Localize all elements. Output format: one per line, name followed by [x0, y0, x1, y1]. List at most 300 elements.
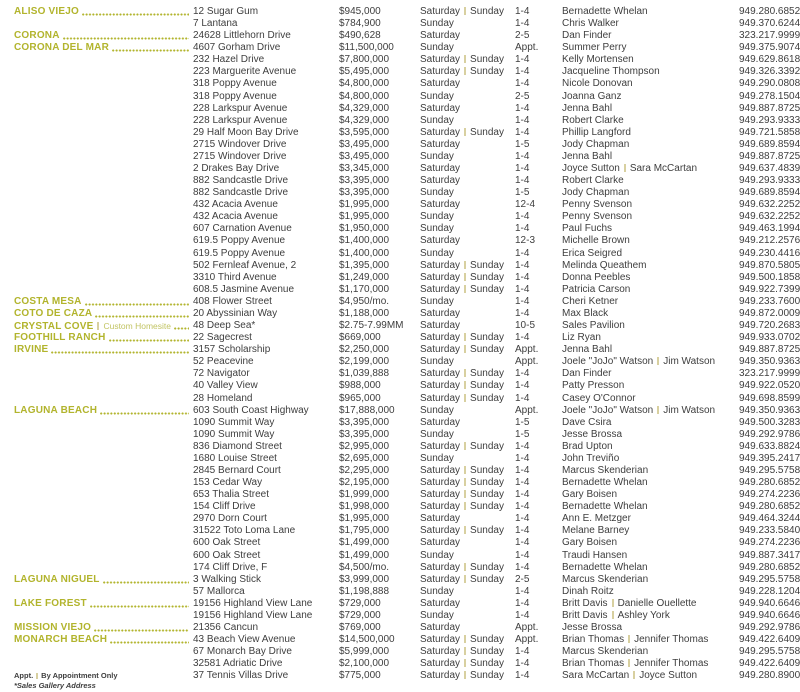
city-cell [0, 320, 193, 332]
address-cell: 153 Cedar Way [193, 477, 263, 489]
city-cell [0, 477, 193, 489]
city-cell [0, 525, 193, 537]
day-label: Saturday [420, 537, 461, 549]
price-cell: $7,800,000 [339, 54, 390, 66]
city-cell [0, 163, 193, 175]
day-label: Saturday [420, 235, 461, 247]
price-cell: $1,198,888 [339, 585, 390, 597]
listing-row [0, 393, 800, 405]
agent-name: Ann E. Metzger [562, 513, 631, 525]
listing-row [0, 139, 800, 151]
address-cell: 1680 Louise Street [193, 452, 277, 464]
agent-name: Patricia Carson [562, 283, 631, 295]
day-label: Saturday [420, 332, 461, 344]
open-hours-cell: 1-4 [515, 513, 530, 525]
price-cell: $1,950,000 [339, 223, 390, 235]
day-label: Saturday [420, 501, 461, 513]
phone-cell: 949.228.1204 [739, 585, 800, 597]
pipe-separator [464, 55, 466, 63]
address-cell: 432 Acacia Avenue [193, 199, 278, 211]
dotted-leader [174, 327, 189, 330]
pipe-separator [628, 659, 630, 667]
price-cell: $2,250,000 [339, 344, 390, 356]
address-cell: 836 Diamond Street [193, 440, 282, 452]
day-label: Sunday [470, 440, 504, 452]
listing-row [0, 320, 800, 332]
open-days-cell [420, 332, 515, 344]
city-label: FOOTHILL RANCH [14, 332, 106, 344]
open-hours-cell: 10-5 [515, 320, 536, 332]
phone-cell: 949.922.0520 [739, 380, 800, 392]
city-cell [0, 658, 193, 670]
day-label: Sunday [420, 609, 454, 621]
phone-cell: 949.233.7600 [739, 295, 800, 307]
agent-name: Jody Chapman [562, 138, 630, 150]
address-cell: 2715 Windover Drive [193, 138, 287, 150]
agents-cell [562, 477, 739, 489]
address-cell: 1090 Summit Way [193, 416, 275, 428]
city-cell [0, 248, 193, 260]
day-label: Sunday [470, 501, 504, 513]
price-cell: $14,500,000 [339, 634, 395, 646]
day-label: Sunday [420, 90, 454, 102]
open-days-cell [420, 296, 515, 308]
phone-cell: 949.637.4839 [739, 163, 800, 175]
day-label: Sunday [420, 404, 454, 416]
day-label: Saturday [420, 621, 461, 633]
agent-name: Kelly Mortensen [562, 54, 634, 66]
agents-cell [562, 223, 739, 235]
open-hours-cell: 1-4 [515, 271, 530, 283]
listing-row [0, 235, 800, 247]
address-cell: 619.5 Poppy Avenue [193, 235, 286, 247]
address-cell: 19156 Highland View Lane [193, 597, 313, 609]
open-days-cell [420, 574, 515, 586]
agent-name: Nicole Donovan [562, 78, 633, 90]
price-cell: $3,395,000 [339, 187, 390, 199]
open-hours-cell: 1-4 [515, 126, 530, 138]
address-cell: 600 Oak Street [193, 537, 261, 549]
listing-row [0, 489, 800, 501]
city-cell [0, 260, 193, 272]
phone-cell: 323.217.9999 [739, 30, 800, 42]
agents-cell [562, 380, 739, 392]
phone-cell: 949.293.9333 [739, 114, 800, 126]
open-hours-cell: 1-4 [515, 6, 530, 17]
open-days-cell [420, 42, 515, 54]
address-cell: 3310 Third Avenue [193, 271, 277, 283]
pipe-separator [464, 67, 466, 75]
address-cell: 2970 Dorn Court [193, 513, 267, 525]
open-hours-cell: Appt. [515, 42, 539, 54]
listing-row [0, 537, 800, 549]
agent-name: Britt Davis [562, 597, 608, 609]
agents-cell [562, 417, 739, 429]
agent-name: Penny Svenson [562, 211, 633, 223]
phone-cell: 949.280.8900 [739, 670, 800, 682]
agent-name: Jesse Brossa [562, 428, 623, 440]
dotted-leader [103, 581, 189, 584]
city-cell [0, 453, 193, 465]
open-hours-cell: Appt. [515, 356, 539, 368]
agent-name: Joele "JoJo" Watson [562, 356, 654, 368]
phone-cell: 949.212.2576 [739, 235, 800, 247]
agents-cell [562, 574, 739, 586]
address-cell: 223 Marguerite Avenue [193, 66, 297, 78]
city-cell [0, 610, 193, 622]
city-label: MISSION VIEJO [14, 621, 92, 633]
day-label: Sunday [470, 271, 504, 283]
city-cell [0, 441, 193, 453]
listing-row [0, 513, 800, 525]
phone-cell: 949.295.5758 [739, 464, 800, 476]
open-hours-cell: 1-4 [515, 295, 530, 307]
day-label: Sunday [420, 18, 454, 30]
city-cell [0, 6, 193, 18]
agent-name: Bernadette Whelan [562, 6, 648, 17]
price-cell: $490,628 [339, 30, 381, 42]
pipe-separator [633, 671, 635, 679]
listing-row [0, 199, 800, 211]
address-cell: 19156 Highland View Lane [193, 609, 313, 621]
listing-row [0, 634, 800, 646]
city-cell [0, 634, 193, 646]
address-cell: 37 Tennis Villas Drive [193, 670, 289, 682]
day-label: Saturday [420, 283, 461, 295]
phone-cell: 949.280.6852 [739, 477, 800, 489]
listing-row [0, 163, 800, 175]
open-hours-cell: 1-4 [515, 223, 530, 235]
agents-cell [562, 525, 739, 537]
agents-cell [562, 634, 739, 646]
agent-name: Dan Finder [562, 30, 612, 42]
listing-row [0, 103, 800, 115]
listing-row [0, 622, 800, 634]
open-hours-cell: 1-4 [515, 332, 530, 344]
day-label: Sunday [420, 549, 454, 561]
pipe-separator [624, 164, 626, 172]
address-cell: 228 Larkspur Avenue [193, 102, 288, 114]
open-days-cell [420, 175, 515, 187]
agents-cell [562, 127, 739, 139]
pipe-separator [464, 490, 466, 498]
day-label: Sunday [470, 368, 504, 380]
day-label: Sunday [470, 344, 504, 356]
city-cell [0, 429, 193, 441]
price-cell: $2,195,000 [339, 477, 390, 489]
address-cell: 882 Sandcastle Drive [193, 175, 289, 187]
day-label: Sunday [470, 126, 504, 138]
price-cell: $4,950/mo. [339, 295, 390, 307]
agents-cell [562, 368, 739, 380]
address-cell: 3157 Scholarship [193, 344, 271, 356]
agents-cell [562, 308, 739, 320]
footnote-sales-gallery: *Sales Gallery Address [14, 680, 96, 690]
agents-cell [562, 103, 739, 115]
agents-cell [562, 42, 739, 54]
address-cell: 882 Sandcastle Drive [193, 187, 289, 199]
open-days-cell [420, 441, 515, 453]
day-label: Saturday [420, 54, 461, 66]
open-hours-cell: 1-5 [515, 416, 530, 428]
agents-cell [562, 562, 739, 574]
open-hours-cell: 2-5 [515, 90, 530, 102]
agent-name: Britt Davis [562, 609, 608, 621]
open-hours-cell: 1-5 [515, 187, 530, 199]
phone-cell: 949.370.6244 [739, 18, 800, 30]
price-cell: $2.75-7.99MM [339, 320, 404, 332]
address-cell: 43 Beach View Avenue [193, 634, 296, 646]
city-cell [0, 574, 193, 586]
listing-row [0, 586, 800, 598]
agent-name: Max Black [562, 307, 609, 319]
pipe-separator [464, 128, 466, 136]
day-label: Sunday [470, 6, 504, 17]
listing-row [0, 574, 800, 586]
open-days-cell [420, 610, 515, 622]
day-label: Sunday [470, 54, 504, 66]
city-cell [0, 513, 193, 525]
open-days-cell [420, 380, 515, 392]
phone-cell: 949.395.2417 [739, 452, 800, 464]
agent-name: Bernadette Whelan [562, 561, 648, 573]
city-cell [0, 465, 193, 477]
day-label: Sunday [470, 332, 504, 344]
address-cell: 52 Peacevine [193, 356, 254, 368]
open-hours-cell: 1-4 [515, 464, 530, 476]
phone-cell: 949.278.1504 [739, 90, 800, 102]
listing-row [0, 417, 800, 429]
open-hours-cell: 1-5 [515, 428, 530, 440]
phone-cell: 949.292.9786 [739, 621, 800, 633]
open-days-cell [420, 260, 515, 272]
city-cell [0, 501, 193, 513]
day-label: Saturday [420, 66, 461, 78]
listing-row [0, 429, 800, 441]
listing-row [0, 272, 800, 284]
city-cell [0, 199, 193, 211]
open-hours-cell: 1-4 [515, 211, 530, 223]
city-cell [0, 646, 193, 658]
open-days-cell [420, 320, 515, 332]
price-cell: $669,000 [339, 332, 381, 344]
listing-row [0, 6, 800, 18]
city-label: LAKE FOREST [14, 597, 87, 609]
listing-row [0, 344, 800, 356]
dotted-leader [63, 37, 189, 40]
pipe-separator [464, 345, 466, 353]
phone-cell: 949.633.8824 [739, 440, 800, 452]
open-days-cell [420, 356, 515, 368]
listing-row [0, 175, 800, 187]
agents-cell [562, 163, 739, 175]
address-cell: 24628 Littlehorn Drive [193, 30, 291, 42]
address-cell: 7 Lantana [193, 18, 238, 30]
open-hours-cell: 1-4 [515, 525, 530, 537]
open-hours-cell: 1-4 [515, 18, 530, 30]
price-cell: $3,999,000 [339, 573, 390, 585]
address-cell: 600 Oak Street [193, 549, 261, 561]
price-cell: $17,888,000 [339, 404, 395, 416]
listing-row [0, 646, 800, 658]
day-label: Sunday [470, 658, 504, 670]
open-hours-cell: 1-4 [515, 66, 530, 78]
agents-cell [562, 151, 739, 163]
agents-cell [562, 235, 739, 247]
phone-cell: 949.422.6409 [739, 634, 800, 646]
day-label: Saturday [420, 513, 461, 525]
open-days-cell [420, 127, 515, 139]
agents-cell [562, 332, 739, 344]
day-label: Saturday [420, 646, 461, 658]
open-days-cell [420, 537, 515, 549]
price-cell: $2,100,000 [339, 658, 390, 670]
open-days-cell [420, 308, 515, 320]
address-cell: 408 Flower Street [193, 295, 272, 307]
day-label: Saturday [420, 138, 461, 150]
agent-name: Dave Csira [562, 416, 612, 428]
agent-name: Jody Chapman [562, 187, 630, 199]
address-cell: 48 Deep Sea* [193, 320, 256, 332]
agent-name: Chris Walker [562, 18, 619, 30]
city-cell [0, 284, 193, 296]
day-label: Saturday [420, 259, 461, 271]
price-cell: $1,995,000 [339, 199, 390, 211]
pipe-separator [464, 659, 466, 667]
phone-cell: 949.500.1858 [739, 271, 800, 283]
phone-cell: 949.500.3283 [739, 416, 800, 428]
open-hours-cell: 1-4 [515, 307, 530, 319]
open-days-cell [420, 248, 515, 260]
agents-cell [562, 356, 739, 368]
agent-name: Melane Barney [562, 525, 630, 537]
phone-cell: 949.295.5758 [739, 646, 800, 658]
open-hours-cell: 1-4 [515, 114, 530, 126]
day-label: Sunday [420, 114, 454, 126]
price-cell: $2,295,000 [339, 464, 390, 476]
footnote-abbr-meaning: By Appointment Only [41, 671, 118, 680]
listing-row [0, 356, 800, 368]
open-days-cell [420, 163, 515, 175]
footnote-appointment-legend [14, 671, 118, 681]
open-days-cell [420, 489, 515, 501]
day-label: Saturday [420, 102, 461, 114]
phone-cell: 949.290.0808 [739, 78, 800, 90]
city-cell [0, 308, 193, 320]
agents-cell [562, 115, 739, 127]
open-days-cell [420, 670, 515, 682]
price-cell: $2,695,000 [339, 452, 390, 464]
open-hours-cell: 1-4 [515, 259, 530, 271]
day-label: Sunday [420, 223, 454, 235]
footnote [14, 671, 118, 690]
open-hours-cell: Appt. [515, 621, 539, 633]
city-cell [0, 223, 193, 235]
phone-cell: 949.689.8594 [739, 187, 800, 199]
agents-cell [562, 429, 739, 441]
phone-cell: 323.217.9999 [739, 368, 800, 380]
city-cell [0, 598, 193, 610]
price-cell: $769,000 [339, 621, 381, 633]
listing-row [0, 332, 800, 344]
city-label: LAGUNA NIGUEL [14, 573, 100, 585]
pipe-separator [464, 635, 466, 643]
open-days-cell [420, 562, 515, 574]
agents-cell [562, 453, 739, 465]
pipe-separator [657, 406, 659, 414]
dotted-leader [95, 315, 189, 318]
agent-name: Sara McCartan [562, 670, 630, 682]
open-hours-cell: 1-4 [515, 54, 530, 66]
day-label: Sunday [420, 295, 454, 307]
agent-name: Jesse Brossa [562, 621, 623, 633]
city-note: Custom Homesite [103, 321, 172, 332]
phone-cell: 949.463.1994 [739, 223, 800, 235]
open-hours-cell: 12-3 [515, 235, 536, 247]
agents-cell [562, 598, 739, 610]
pipe-separator [657, 357, 659, 365]
price-cell: $1,998,000 [339, 501, 390, 513]
day-label: Saturday [420, 344, 461, 356]
price-cell: $3,595,000 [339, 126, 390, 138]
pipe-separator [464, 381, 466, 389]
city-cell [0, 139, 193, 151]
open-hours-cell: 1-4 [515, 163, 530, 175]
agents-cell [562, 175, 739, 187]
city-cell [0, 380, 193, 392]
listing-row [0, 525, 800, 537]
day-label: Saturday [420, 380, 461, 392]
price-cell: $4,800,000 [339, 90, 390, 102]
listing-row [0, 658, 800, 670]
day-label: Sunday [470, 477, 504, 489]
price-cell: $945,000 [339, 6, 381, 17]
open-hours-cell: 1-4 [515, 561, 530, 573]
day-label: Sunday [420, 585, 454, 597]
phone-cell: 949.698.8599 [739, 392, 800, 404]
city-cell [0, 417, 193, 429]
open-days-cell [420, 91, 515, 103]
day-label: Sunday [470, 489, 504, 501]
phone-cell: 949.933.0702 [739, 332, 800, 344]
listing-row [0, 380, 800, 392]
price-cell: $2,199,000 [339, 356, 390, 368]
address-cell: 318 Poppy Avenue [193, 90, 277, 102]
listing-row [0, 453, 800, 465]
listing-row [0, 78, 800, 90]
price-cell: $2,995,000 [339, 440, 390, 452]
listing-row [0, 151, 800, 163]
open-days-cell [420, 151, 515, 163]
phone-cell: 949.872.0009 [739, 307, 800, 319]
city-cell [0, 405, 193, 417]
open-days-cell [420, 477, 515, 489]
city-cell [0, 115, 193, 127]
day-label: Sunday [420, 187, 454, 199]
address-cell: 2 Drakes Bay Drive [193, 163, 280, 175]
price-cell: $775,000 [339, 670, 381, 682]
day-label: Sunday [470, 573, 504, 585]
listing-row [0, 501, 800, 513]
day-label: Sunday [470, 380, 504, 392]
agents-cell [562, 550, 739, 562]
agent-name: Bernadette Whelan [562, 477, 648, 489]
agent-name: John Treviño [562, 452, 620, 464]
day-label: Saturday [420, 392, 461, 404]
price-cell: $1,039,888 [339, 368, 390, 380]
pipe-separator [464, 285, 466, 293]
agent-name: Traudi Hansen [562, 549, 628, 561]
